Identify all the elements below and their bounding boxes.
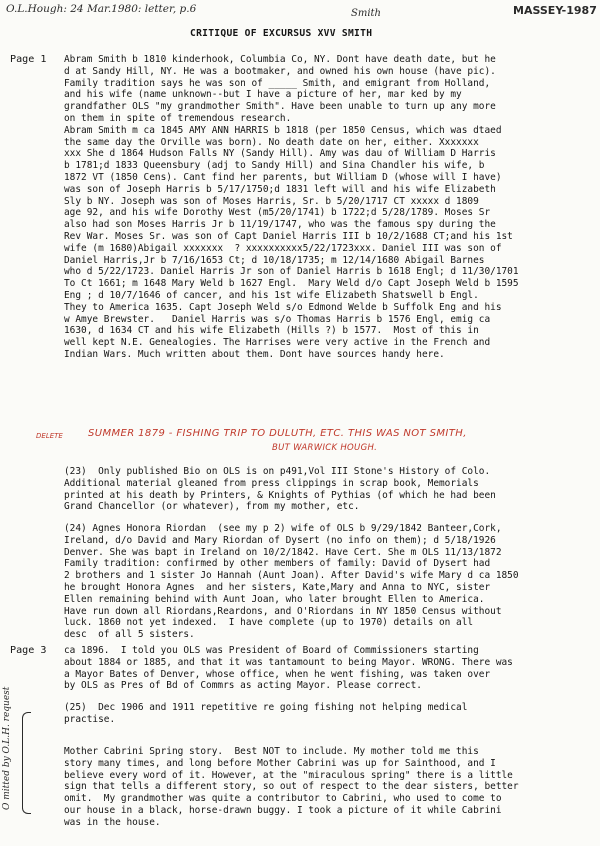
cabrini-line: omit. My grandmother was quite a contributor to Cabrini, who used to come to: [64, 793, 502, 805]
cabrini-line: story many times, and long before Mother Cabrini was up for Sainthood, and I: [64, 757, 496, 769]
cabrini-line: was in the house.: [64, 816, 161, 828]
page-1-line: age 92, and his wife Dorothy West (m5/20/1741) b 1722;d 5/28/1789. Moses Sr: [64, 207, 491, 219]
red-annotation-line-1: SUMMER 1879 - FISHING TRIP TO DULUTH, ETC. THIS WAS NOT SMITH,: [88, 428, 467, 439]
paragraph-24-line: 2 brothers and 1 sister Jo Hannah (Aunt Joan). After David's wife Mary d ca 1850: [64, 570, 519, 582]
page-1-line: d at Sandy Hill, NY. He was a bootmaker, and owned his own house (have pic).: [64, 65, 496, 77]
page-1-line: xxx She d 1864 Hudson Falls NY (Sandy Hill). Amy was dau of William D Harris: [64, 148, 496, 160]
page-1-line: Sly b NY. Joseph was son of Moses Harris, Sr. b 5/20/1717 CT xxxxx d 1809: [64, 195, 479, 207]
page-1-line: b 1781;d 1833 Queensbury (adj to Sandy Hill) and Sina Chandler his wife, b: [64, 160, 485, 172]
page-3-line: a Mayor Bates of Denver, whose office, when he went fishing, was taken over: [64, 668, 491, 680]
cabrini-paragraph: [64, 746, 600, 829]
page-1-line: Indian Wars. Much written about them. Dont have sources handy here.: [64, 348, 445, 360]
page-1-line: grandfather OLS "my grandmother Smith". Have been unable to turn up any more: [64, 101, 496, 113]
paragraph-25-line: practise.: [64, 713, 116, 725]
page-1-line: was son of Joseph Harris b 5/17/1750;d 1831 left will and his wife Elizabeth: [64, 183, 496, 195]
paragraph-24-line: Have run down all Riordans,Reardons, and O'Riordans in NY 1850 Census without: [64, 605, 502, 617]
page-1-line: who d 5/22/1723. Daniel Harris Jr son of Daniel Harris b 1618 Engl; d 11/30/1701: [64, 266, 519, 278]
page-1-line: 1872 VT (1850 Cens). Cant find her parents, but William D (whose will I have): [64, 171, 502, 183]
cabrini-line: sign that tells a different story, so out of respect to the dear sisters, better: [64, 781, 519, 793]
paragraph-23: [64, 466, 600, 513]
page-1-line: also had son Moses Harris Jr b 11/19/1747, who was the famous spy during the: [64, 219, 496, 231]
page-1-line: the same day the Orville was born). No death date on her, either. Xxxxxxx: [64, 136, 479, 148]
paragraph-24-line: luck. 1860 not yet indexed. I have complete (up to 1970) details on all: [64, 617, 474, 629]
paragraph-24-line: Denver. She was bapt in Ireland on 10/2/1842. Have Cert. She m OLS 11/13/1872: [64, 546, 502, 558]
paragraph-25: [64, 702, 600, 726]
page-1-line: Daniel Harris,Jr b 7/16/1653 Ct; d 10/18/1735; m 12/14/1680 Abigail Barnes: [64, 254, 485, 266]
paragraph-23-line: Grand Chancellor (or whatever), from my mother, etc.: [64, 501, 360, 513]
paragraph-24-line: Family tradition: confirmed by other members of family: David of Dysert had: [64, 558, 491, 570]
cabrini-line: our house in a black, horse-drawn buggy. I took a picture of it while Cabrini: [64, 804, 502, 816]
page-1-line: To Ct 1661; m 1648 Mary Weld b 1627 Engl. Mary Weld d/o Capt Joseph Weld b 1595: [64, 278, 519, 290]
page-3-label: Page 3: [10, 645, 47, 656]
paragraph-24-line: Ellen remaining behind with Aunt Joan, who later brought Ellen to America.: [64, 593, 485, 605]
red-delete-label: DELETE: [36, 432, 63, 440]
page-1-line: Family tradition says he was son of _____ Smith, and emigrant from Holland,: [64, 77, 491, 89]
page-1-line: Eng ; d 10/7/1646 of cancer, and his 1st wife Elizabeth Shatswell b Engl.: [64, 289, 479, 301]
paragraph-24-line: he brought Honora Agnes and her sisters, Kate,Mary and Anna to NYC, sister: [64, 581, 491, 593]
page-1-line: well kept N.E. Genealogies. The Harrises were very active in the French and: [64, 337, 491, 349]
page-1-text: [64, 54, 600, 361]
paragraph-23-line: printed at his death by Printers, & Knights of Pythias (of which he had been: [64, 489, 496, 501]
page-1-line: and his wife (name unknown--but I have a picture of her, mar ked by my: [64, 89, 462, 101]
page-3-line: ca 1896. I told you OLS was President of Board of Commissioners starting: [64, 645, 479, 656]
document-title: CRITIQUE OF EXCURSUS XVV SMITH: [190, 28, 373, 39]
paragraph-24: [64, 523, 600, 641]
page-3-text: [64, 645, 600, 692]
page-1-line: Abram Smith b 1810 kinderhook, Columbia Co, NY. Dont have death date, but he: [64, 54, 496, 65]
paragraph-24-line: (24) Agnes Honora Riordan (see my p 2) wife of OLS b 9/29/1842 Banteer,Cork,: [64, 523, 502, 534]
cabrini-line: Mother Cabrini Spring story. Best NOT to include. My mother told me this: [64, 746, 479, 757]
red-annotation-line-2: BUT WARWICK HOUGH.: [272, 443, 378, 453]
handwritten-note-smith: Smith: [351, 8, 381, 19]
paragraph-23-line: Additional material gleaned from press clippings in scrap book, Memorials: [64, 477, 479, 489]
paragraph-24-line: desc of all 5 sisters.: [64, 629, 195, 641]
page-1-line: on them in spite of tremendous research.: [64, 112, 292, 124]
page-3-line: about 1884 or 1885, and that it was tantamount to being Mayor. WRONG. There was: [64, 656, 513, 668]
paragraph-25-line: (25) Dec 1906 and 1911 repetitive re going fishing not helping medical: [64, 702, 468, 713]
page-1-line: Rev War. Moses Sr. was son of Capt Daniel Harris III b 10/2/1688 CT;and his 1st: [64, 230, 513, 242]
page-1-line: Abram Smith m ca 1845 AMY ANN HARRIS b 1818 (per 1850 Census, which was dtaed: [64, 124, 502, 136]
page-1-line: w Amye Brewster. Daniel Harris was s/o Thomas Harris b 1576 Engl, emig ca: [64, 313, 491, 325]
page-1-line: They to America 1635. Capt Joseph Weld s/o Edmond Welde b Suffolk Eng and his: [64, 301, 502, 313]
paragraph-23-line: (23) Only published Bio on OLS is on p491,Vol III Stone's History of Colo.: [64, 466, 491, 477]
page-1-line: 1630, d 1634 CT and his wife Elizabeth (Hills ?) b 1577. Most of this in: [64, 325, 479, 337]
page-1-label: Page 1: [10, 54, 47, 65]
side-handwritten-note: O mitted by O.L.H. request: [2, 686, 12, 810]
handwritten-note-massey: MASSEY-1987: [513, 4, 597, 17]
page-3-line: by OLS as Pres of Bd of Commrs as acting Mayor. Please correct.: [64, 680, 422, 692]
cabrini-line: believe every word of it. However, at the "miraculous spring" there is a little: [64, 769, 513, 781]
paragraph-24-line: Ireland, d/o David and Mary Riordan of Dysert (no info on them); d 5/18/1926: [64, 534, 496, 546]
page-1-line: wife (m 1680)Abigail xxxxxxx ? xxxxxxxxxx5/22/1723xxx. Daniel III was son of: [64, 242, 502, 254]
handwritten-note-top-left: O.L.Hough: 24 Mar.1980: letter, p.6: [6, 3, 197, 15]
